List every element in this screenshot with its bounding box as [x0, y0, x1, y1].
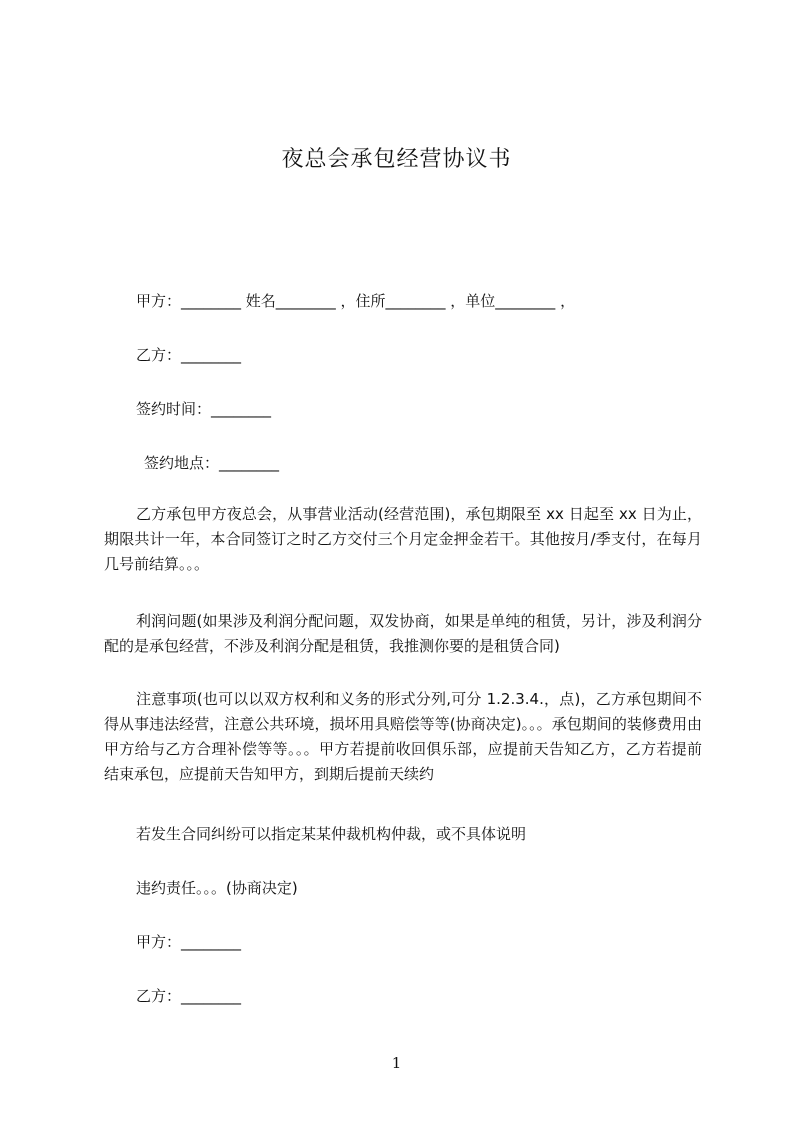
paragraph-contract-term: 乙方承包甲方夜总会，从事营业活动(经营范围)，承包期限至 xx 日起至 xx 日为止，期限共计一年，本合同签订之时乙方交付三个月定金押金若干。其他按月/季支付，在每月几号前结算。。。 [104, 505, 702, 573]
party-a-line: 甲方：________ 姓名________ ，住所________ ，单位________ ， [136, 292, 576, 310]
dispute-line: 若发生合同纠纷可以指定某某仲裁机构仲裁，或不具体说明 [136, 825, 527, 843]
sign-place-line: 签约地点：________ [144, 454, 280, 472]
document-title: 夜总会承包经营协议书 [281, 147, 512, 172]
breach-line: 违约责任。。。(协商决定) [136, 879, 298, 897]
paragraph-notes: 注意事项(也可以以双方权利和义务的形式分列,可分 1.2.3.4.，点)，乙方承包期间不得从事违法经营，注意公共环境，损坏用具赔偿等等(协商决定)。。。承包期间的装修费用由甲方给与乙方合理补偿等等。。。甲方若提前收回俱乐部，应提前天告知乙方，乙方若提前结束承包，应提前天告知甲方，到期后提前天续约 [104, 690, 702, 783]
party-b-line: 乙方：________ [136, 346, 242, 364]
paragraph-profit: 利润问题(如果涉及利润分配问题，双发协商，如果是单纯的租赁，另计，涉及利润分配的是承包经营，不涉及利润分配是租赁，我推测你要的是租赁合同) [104, 612, 702, 655]
page-number: 1 [391, 1054, 402, 1072]
sign-time-line: 签约时间：________ [136, 400, 272, 418]
signature-party-b: 乙方：________ [136, 987, 242, 1005]
signature-party-a: 甲方：________ [136, 933, 242, 951]
